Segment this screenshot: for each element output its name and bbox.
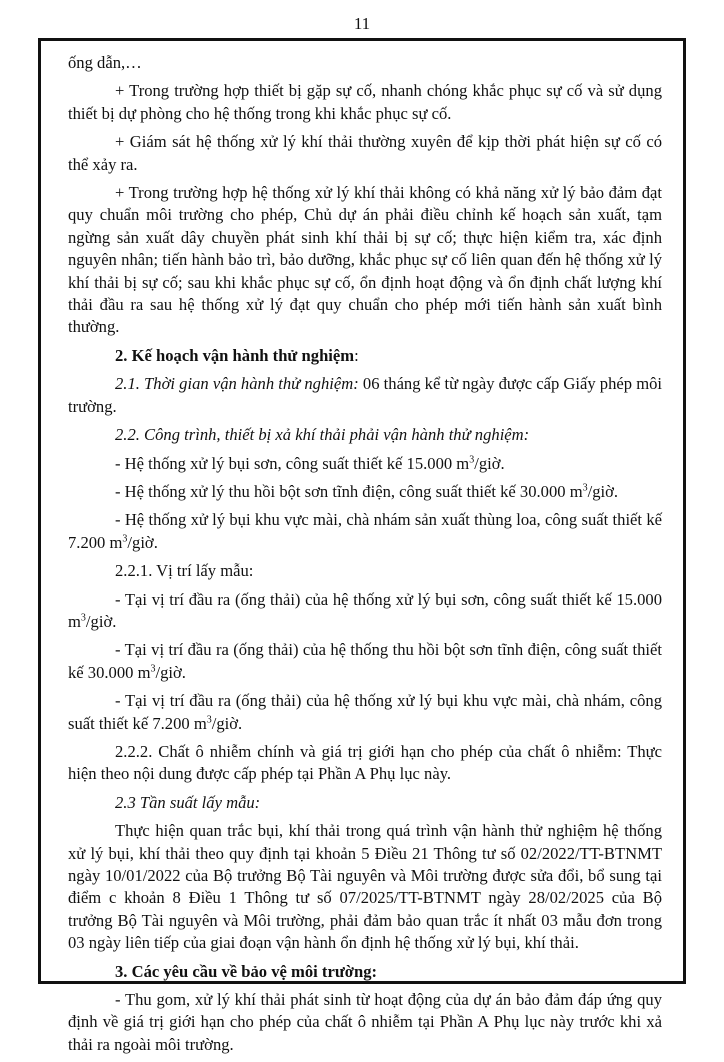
unit-text: /giờ. [127, 532, 158, 552]
list-text: - Tại vị trí đầu ra (ống thải) của hệ thống xử lý bụi sơn, công suất thiết kế 15.000 m [68, 589, 662, 631]
section-heading-3: 3. Các yêu cầu về bảo vệ môi trường: [115, 961, 378, 981]
paragraph: 2.2.2. Chất ô nhiễm chính và giá trị giới hạn cho phép của chất ô nhiễm: Thực hiện theo nội dung được cấp phép tại Phần A Phụ lục này. [68, 741, 662, 784]
list-text: - Hệ thống xử lý thu hồi bột sơn tĩnh điện, công suất thiết kế 30.000 m [115, 481, 583, 501]
paragraph [68, 373, 662, 418]
paragraph: Thực hiện quan trắc bụi, khí thải trong quá trình vận hành thử nghiệm hệ thống xử lý bụi, khí thải theo quy định tại khoản 5 Điều 21 Thông tư số 02/2022/TT-BTNMT ngày 10/01/2022 của Bộ trưởng Bộ Tài nguyên và Môi trường được sửa đổi, bổ sung tại điểm c khoản 8 Điều 1 Thông tư số 07/2025/TT-BTNMT ngày 28/02/2025 của Bộ trưởng Bộ Tài nguyên và Môi trường, phải đảm bảo quan trắc ít nhất 03 mẫu đơn trong 03 ngày liên tiếp của giai đoạn vận hành ổn định hệ thống xử lý bụi, khí thải. [68, 821, 662, 953]
list-item [68, 509, 662, 554]
list-text: - Tại vị trí đầu ra (ống thải) của hệ thống thu hồi bột sơn tĩnh điện, công suất thiết kế 30.000 m [68, 640, 662, 682]
paragraph: + Trong trường hợp thiết bị gặp sự cố, nhanh chóng khắc phục sự cố và sử dụng thiết bị dự phòng cho hệ thống trong khi khắc phục sự cố. [68, 81, 662, 123]
unit-text: /giờ. [211, 713, 243, 733]
paragraph: + Giám sát hệ thống xử lý khí thải thường xuyên để kịp thời phát hiện sự cố có thể xảy ra. [68, 132, 662, 174]
superscript: 3 [150, 663, 156, 675]
superscript: 3 [206, 714, 212, 726]
subsection-text: 06 tháng kể từ ngày được cấp Giấy phép môi trường. [68, 374, 663, 416]
list-item [68, 453, 662, 475]
list-text: - Hệ thống xử lý bụi sơn, công suất thiết kế 15.000 m [115, 453, 470, 473]
unit-text: /giờ. [587, 481, 619, 501]
subsection-label: 2.1. Thời gian vận hành thử nghiệm: [115, 374, 359, 394]
superscript: 3 [582, 482, 588, 494]
unit-text: /giờ. [155, 662, 186, 682]
paragraph: + Trong trường hợp hệ thống xử lý khí thải không có khả năng xử lý bảo đảm đạt quy chuẩn môi trường cho phép, Chủ dự án phải điều chỉnh kế hoạch sản xuất, tạm ngừng sản xuất dây chuyền phát sinh khí thải bị sự cố; thực hiện kiểm tra, xác định nguyên nhân; tiến hành bảo trì, bảo dưỡng, khắc phục sự cố liên quan đến hệ thống xử lý khí thải bị sự cố; sau khi khắc phục sự cố, ổn định hoạt động và ổn định chất lượng khí thải đầu ra sau hệ thống xử lý đạt quy chuẩn cho phép mới tiến hành sản xuất bình thường. [68, 183, 662, 337]
list-item [68, 589, 662, 634]
list-item [68, 639, 662, 684]
unit-text: /giờ. [474, 453, 505, 473]
subsection-heading: 2.3 Tần suất lấy mẫu: [115, 792, 261, 812]
subsection-heading: 2.2. Công trình, thiết bị xả khí thải phải vận hành thử nghiệm: [115, 425, 530, 445]
superscript: 3 [80, 612, 86, 624]
paragraph: - Thu gom, xử lý khí thải phát sinh từ hoạt động của dự án bảo đảm đáp ứng quy định về giá trị giới hạn cho phép của chất ô nhiễm tại Phần A Phụ lục này trước khi xả thải ra ngoài môi trường. [68, 990, 662, 1054]
list-item [68, 690, 662, 735]
subsection-heading: 2.2.1. Vị trí lấy mẫu: [115, 561, 254, 581]
heading-colon: : [354, 345, 359, 365]
list-text: - Tại vị trí đầu ra (ống thải) của hệ thống xử lý bụi khu vực mài, chà nhám, công suất thiết kế 7.200 m [68, 691, 662, 733]
superscript: 3 [469, 453, 475, 465]
list-text: - Hệ thống xử lý bụi khu vực mài, chà nhám sản xuất thùng loa, công suất thiết kế 7.200 m [68, 510, 662, 552]
heading-text: 2. Kế hoạch vận hành thử nghiệm [115, 345, 355, 365]
list-item [68, 481, 662, 503]
page-number: 11 [353, 14, 371, 33]
unit-text: /giờ. [85, 611, 117, 631]
document-body [68, 52, 662, 1062]
superscript: 3 [122, 533, 128, 545]
paragraph: ống dẫn,… [68, 53, 142, 72]
section-heading-2 [68, 345, 662, 367]
